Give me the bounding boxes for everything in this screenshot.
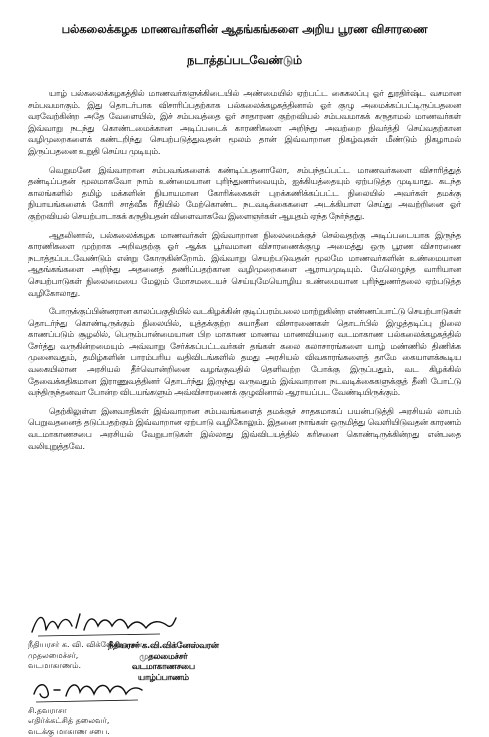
left-handwritten-signature	[28, 606, 178, 640]
left-signatory-body: வடமாகாணம்.	[28, 661, 258, 672]
paragraph-3: ஆதலினால், பல்கலைக்கழக மாணவர்கள் இவ்வாறான நிலைமைக்குச் செல்வதற்கு அடிப்படையாக இருந்த காரணிகளை முற்றாக அறிவதற்கு ஓர் ஆக்க பூர்வமான விசாரணைக்குழு அமைத்து ஒரு பூரண விசாரணை நடாத்தப்படவேண்டும் என்று கோருகின்றோம். இவ்வாறு செயற்படுவதன் மூலமே மாணவர்களின் உண்மையான ஆதங்கங்களை அறிந்து அதனைத் தணிப்பதற்கான வழிமுறைகளை ஆராயமுடியும். மேலெழுந்த வாரியான செயற்பாடுகள் நிலைமையை மேலும் மோசமடையச் செய்யுமேயொழிய உண்மையான புரிந்துணர்தலை ஏற்படுத்த வழிகோலாது.	[28, 230, 461, 300]
paragraph-1: யாழ் பல்கலைக்கழகத்தில் மாணவர்களுக்கிடையில் அண்மையில் ஏற்பட்ட கைகலப்பு ஓர் துரதிர்ஷ்ட வசமான சம்பவமாகும். இது தொடர்பாக விசாரிப்பதற்காக பல்கலைக்கழகத்தினால் ஓர் குழு அமைக்கப்பட்டிருப்பதனை வரவேற்கின்ற அதே வேளையில், இச் சம்பவத்தை ஓர் சாதாரண குற்றவியல் சம்பவமாகக் கருதாமல் மாணவர்கள் இவ்வாறு நடந்து கொண்டமைக்கான அடிப்படைக் காரணிகளை அறிந்து அவற்றை நிவர்த்தி செய்வதற்கான வழிமுறைகளைக் கண்டறிந்து செயற்படுத்துவதன் மூலம் தான் இவ்வாறான நிகழ்வுகள் மீண்டும் நிகழாமல் இருப்பதனை உறுதி செய்ய முடியும்.	[28, 88, 461, 158]
stamp-line-3: வடமாகாணசபை	[108, 661, 219, 672]
right-handwritten-signature	[28, 672, 148, 706]
paragraph-5: தெற்கிலுள்ள இனவாதிகள் இவ்வாறான சம்பவங்களைத் தமக்குச் சாதகமாகப் பயன்படுத்தி அரசியல் லாபம் பெறுவதனைத் தடுப்பதற்கும் இவ்வாறான ஏற்பாடு வழிகோலும். இதனை நாங்கள் ஒருமித்து வெளியிடுவதன் காரணம் வடமாகாணசபை அரசியல் வேறுபாடுகள் இல்லாது இவ்விடயத்தில் கரிசனை கொண்டிருக்கின்றது என்பதை வலியுறுத்தவே.	[28, 406, 461, 452]
right-signatory-role: எதிர்க்கட்சித் தலைவர்,	[28, 716, 198, 727]
document-subtitle: நடாத்தப்படவேண்டும்	[28, 53, 461, 68]
right-signatory-name: சி.தவராசா	[28, 706, 198, 717]
right-signatory	[28, 672, 198, 737]
document-body	[28, 88, 461, 452]
document-title: பல்கலைக்கழக மாணவர்களின் ஆதங்கங்களை அறிய பூரண விசாரணை	[28, 22, 461, 37]
stamp-line-2: முதலமைச்சர்	[108, 651, 219, 662]
left-signatory	[28, 606, 258, 672]
stamp-line-4: யாழ்ப்பாணம்	[108, 672, 219, 683]
right-signatory-body: வடக்கு மாகாண சபை.	[28, 727, 198, 737]
stamp-line-1: நீதியரசர் க.வி.விக்னேஸ்வரன்	[108, 640, 219, 651]
paragraph-4: போருக்குப்பின்னரான காலப்பகுதியில் வடகிழக்கின் குடிப்பரம்பலை மாற்றுகின்ற எண்ணப்பாட்டு செயற்பாடுகள் தொடர்ந்து கொண்டிருக்கும் நிலையில், யுத்தக்குற்ற சுயாதீன விசாரணைகள் தொடர்பில் இழுத்தடிப்பு நிலை காணப்படும் சூழலில், பெரும்பான்மையான பிற மாகாண மாணவ மாணவியரை வடமாகாண பல்கலைக்கழகத்தில் சேர்த்து வருகின்றமையும் அவ்வாறு சேர்க்கப்பட்டவர்கள் தங்கள் கலை கலாசாரங்களை யாழ் மண்ணில் திணிக்க முனைவதும், தமிழ்களின் பாரம்பரிய வதிவிடங்களில் தமது அரசியல் விவகாரங்களைத் தாமே கையாளக்கூடிய வகையிலான அரசியல் தீர்வொன்றினை வழங்குவதில் தெளிவற்ற போக்கு இருப்பதும், வட கிழக்கில் தேவைக்கதிகமான இராணுவத்தினர் தொடர்ந்து இருந்து வருவதும் இவ்வாறான நடவடிக்கைகளுக்குத் தீனி போட்டு வந்திருந்தனவா போன்ற விடயங்களும் அவ்விசாரணைக் குழுவினால் ஆராயப்பட வேண்டியிருக்கும்.	[28, 306, 461, 399]
left-signatory-name: நீதியரசர் க. வி. விக்னேஸ்வரன்	[28, 640, 258, 651]
left-signatory-role: முதலமைச்சர்,	[28, 651, 258, 662]
signature-area	[28, 606, 461, 706]
paragraph-2: வெறுமனே இவ்வாறான சம்பவங்களைக் கண்டிப்பதனாலோ, சம்பந்தப்பட்ட மாணவர்களை விசாரித்துத் தண்டிப்பதன் மூலமாகவோ நாம் உண்மையான புரிந்துணர்வையும், ஐக்கியத்தையும் ஏற்படுத்த முடியாது. கடந்த காலங்களில் தமிழ் மக்களின் நியாயமான கோரிக்கைகள் புறக்கணிக்கப்பட்ட நிலையில் அவர்கள் தமக்கு நியாயங்களைக் கோரி சாத்வீக ரீதியில் மேற்கொண்ட நடவடிக்கைகளை அடக்கியாள செய்து அவற்றினை ஓர் குற்றவியல் செயற்பாடாகக் கருதியதன் விளைவாகவே இளைஞர்கள் ஆயுதம் ஏந்த நேர்ந்தது.	[28, 165, 461, 223]
